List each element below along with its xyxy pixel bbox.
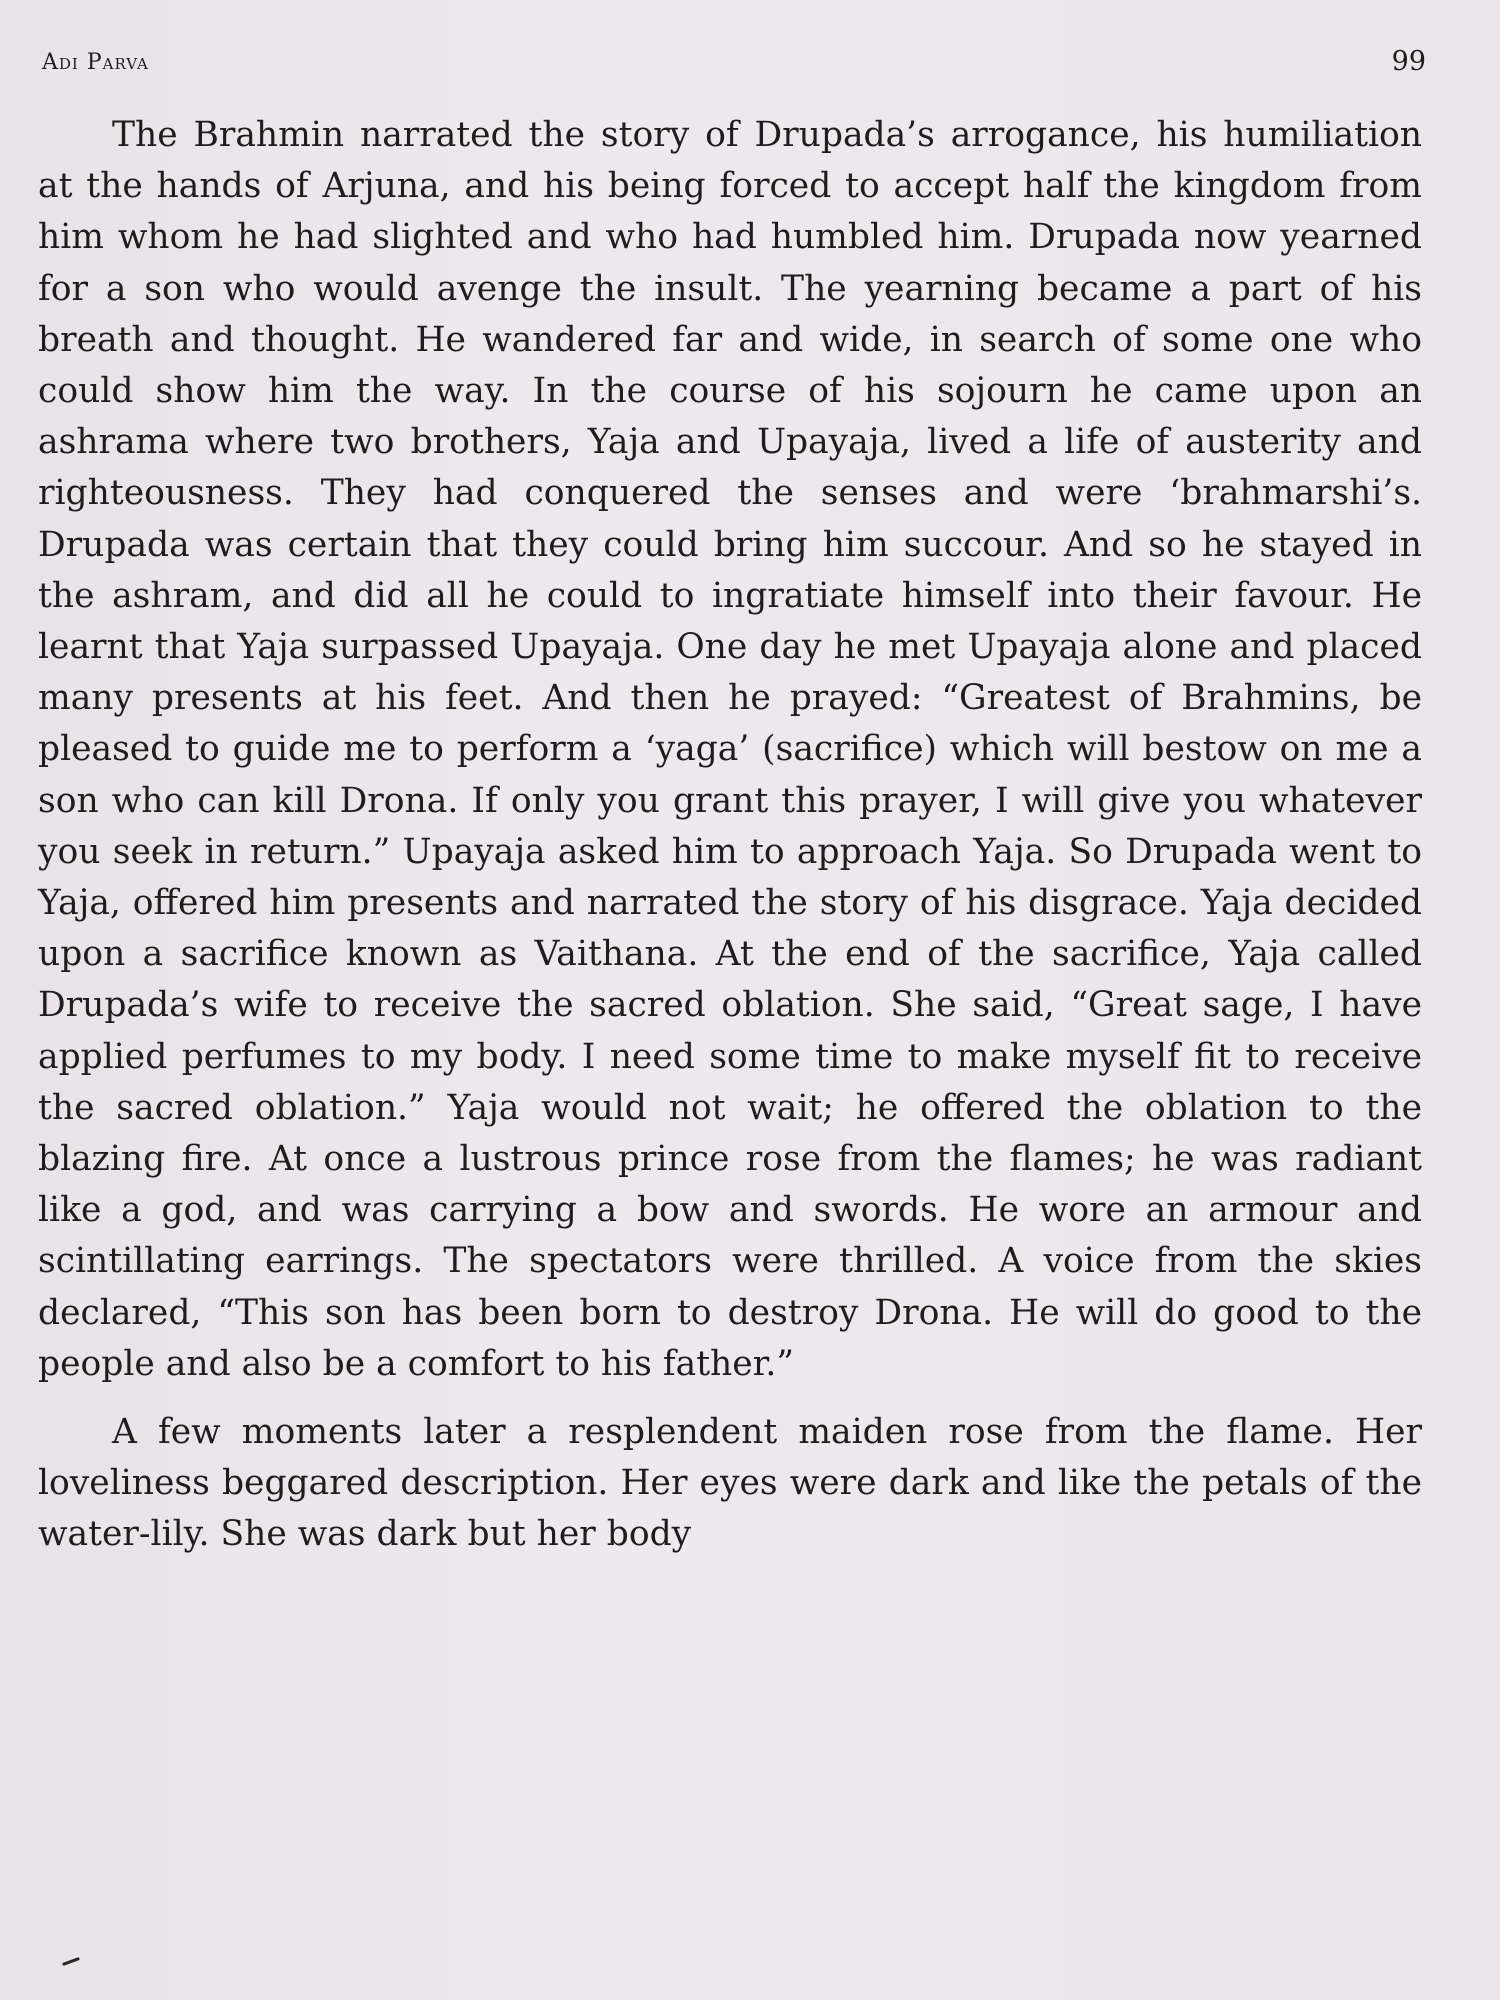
page-header xyxy=(42,46,1426,86)
body-text xyxy=(38,110,1422,1561)
ink-smudge xyxy=(62,1957,80,1966)
paragraph-1: The Brahmin narrated the story of Drupada’s arrogance, his humiliation at the hands of Arjuna, and his being forced to accept half the kingdom from him whom he had slighted and who had humbled him. Drupada now yearned for a son who would avenge the insult. The yearning became a part of his breath and thought. He wandered far and wide, in search of some one who could show him the way. In the course of his sojourn he came upon an ashrama where two brothers, Yaja and Upayaja, lived a life of austerity and righteousness. They had conquered the senses and were ‘brahmarshi’s. Drupada was certain that they could bring him succour. And so he stayed in the ashram, and did all he could to ingratiate himself into their favour. He learnt that Yaja surpassed Upayaja. One day he met Upayaja alone and placed many presents at his feet. And then he prayed: “Greatest of Brahmins, be pleased to guide me to perform a ‘yaga’ (sacrifice) which will bestow on me a son who can kill Drona. If only you grant this prayer, I will give you whatever you seek in return.” Upayaja asked him to approach Yaja. So Drupada went to Yaja, offered him presents and narrated the story of his disgrace. Yaja decided upon a sacrifice known as Vaithana. At the end of the sacrifice, Yaja called Drupada’s wife to receive the sacred oblation. She said, “Great sage, I have applied perfumes to my body. I need some time to make myself fit to receive the sacred oblation.” Yaja would not wait; he offered the oblation to the blazing fire. At once a lustrous prince rose from the flames; he was radiant like a god, and was carrying a bow and swords. He wore an armour and scintillating earrings. The spectators were thrilled. A voice from the skies declared, “This son has been born to destroy Drona. He will do good to the people and also be a comfort to his father.” xyxy=(38,115,1422,1384)
running-head: Adi Parva xyxy=(42,50,149,75)
page-number: 99 xyxy=(1391,46,1426,77)
paragraph-2: A few moments later a resplendent maiden rose from the flame. Her loveliness beggared description. Her eyes were dark and like the petals of the water-lily. She was dark but her body xyxy=(38,1412,1422,1555)
